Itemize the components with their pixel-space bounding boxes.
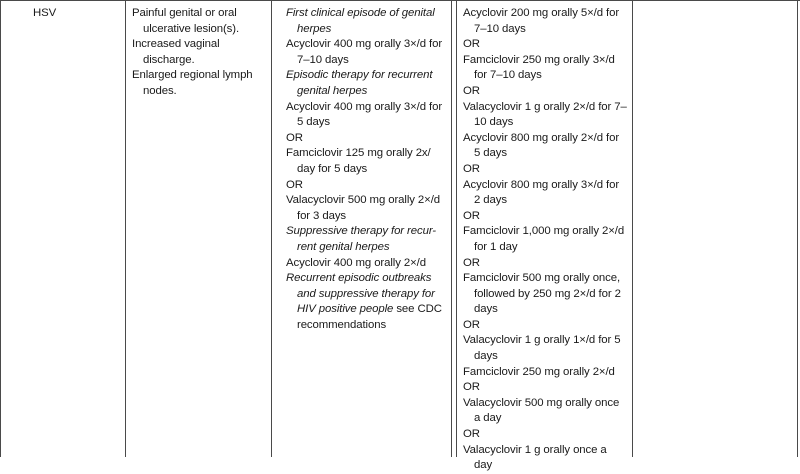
primary-treatment-italic-part: Recurrent episodic outbreaks and suppressive therapy for HIV positive people [286, 272, 435, 316]
primary-treatment-line: Famciclovir 125 mg orally 2x/ day for 5 days [286, 147, 431, 175]
column-divider [125, 0, 126, 457]
column-divider [271, 0, 272, 457]
primary-treatment-heading: Suppressive therapy for recur- rent genital herpes [286, 225, 437, 253]
condition-cell [33, 6, 121, 22]
primary-treatment-line: Valacyclovir 500 mg orally 2×/d for 3 days [286, 194, 441, 222]
symptom-line: Painful genital or oral ulcerative lesion(s). [132, 7, 240, 35]
primary-treatment-or-separator: OR [286, 131, 303, 144]
primary-treatment-heading: First clinical episode of genital herpes [286, 7, 435, 35]
alternative-treatment-line: Acyclovir 200 mg orally 5×/d for 7–10 days [463, 7, 620, 35]
alternative-treatment-or-separator: OR [463, 38, 480, 51]
primary-treatment-or-separator: OR [286, 178, 303, 191]
column-divider [632, 0, 633, 457]
alternative-treatment-line: Acyclovir 800 mg orally 3×/d for 2 days [463, 178, 620, 207]
column-divider [797, 0, 798, 457]
primary-treatment-line: Acyclovir 400 mg orally 3×/d for 5 days [286, 100, 443, 129]
column-divider [451, 0, 452, 457]
column-divider [0, 0, 1, 457]
primary-treatment-line: Acyclovir 400 mg orally 2×/d [286, 256, 426, 269]
primary-treatment-normal-part: see CDC recommendations [297, 303, 442, 331]
alternative-treatment-line: Famciclovir 250 mg orally 2×/d [463, 365, 615, 378]
alternative-treatment-line: Famciclovir 1,000 mg orally 2×/d for 1 day [463, 225, 625, 253]
condition-label: HSV [33, 7, 57, 19]
alternative-treatment-line: Valacyclovir 1 g orally 2×/d for 7–10 days [463, 100, 627, 129]
alternative-treatment-line: Acyclovir 800 mg orally 2×/d for 5 days [463, 131, 620, 160]
symptom-line: Increased vaginal discharge. [132, 38, 220, 66]
alternative-treatment-line: Valacyclovir 1 g orally 1×/d for 5 days [463, 334, 621, 363]
primary-treatment-line [286, 271, 446, 333]
alternative-treatment-line: Valacyclovir 500 mg orally once a day [463, 396, 620, 425]
alternative-treatment-or-separator: OR [463, 381, 480, 394]
alternative-treatment-or-separator: OR [463, 84, 480, 97]
symptoms-cell [132, 6, 266, 100]
alternative-treatment-or-separator: OR [463, 209, 480, 222]
alternative-treatment-or-separator: OR [463, 318, 480, 331]
alternative-treatment-line: Valacyclovir 1 g orally once a day [463, 443, 607, 472]
alternative-treatment-or-separator: OR [463, 162, 480, 175]
symptom-line: Enlarged regional lymph nodes. [132, 69, 253, 97]
alternative-treatment-or-separator: OR [463, 428, 480, 441]
alternative-treatment-or-separator: OR [463, 256, 480, 269]
alternative-treatment-cell [463, 6, 627, 474]
primary-treatment-heading: Episodic therapy for recurrent genital herpes [286, 69, 433, 97]
primary-treatment-line: Acyclovir 400 mg orally 3×/d for 7–10 days [286, 38, 443, 66]
table-top-border [0, 0, 800, 1]
primary-treatment-cell [286, 6, 446, 333]
alternative-treatment-line: Famciclovir 250 mg orally 3×/d for 7–10 days [463, 53, 615, 82]
column-divider [456, 0, 457, 457]
alternative-treatment-line: Famciclovir 500 mg orally once, followed by 250 mg 2×/d for 2 days [463, 272, 621, 316]
